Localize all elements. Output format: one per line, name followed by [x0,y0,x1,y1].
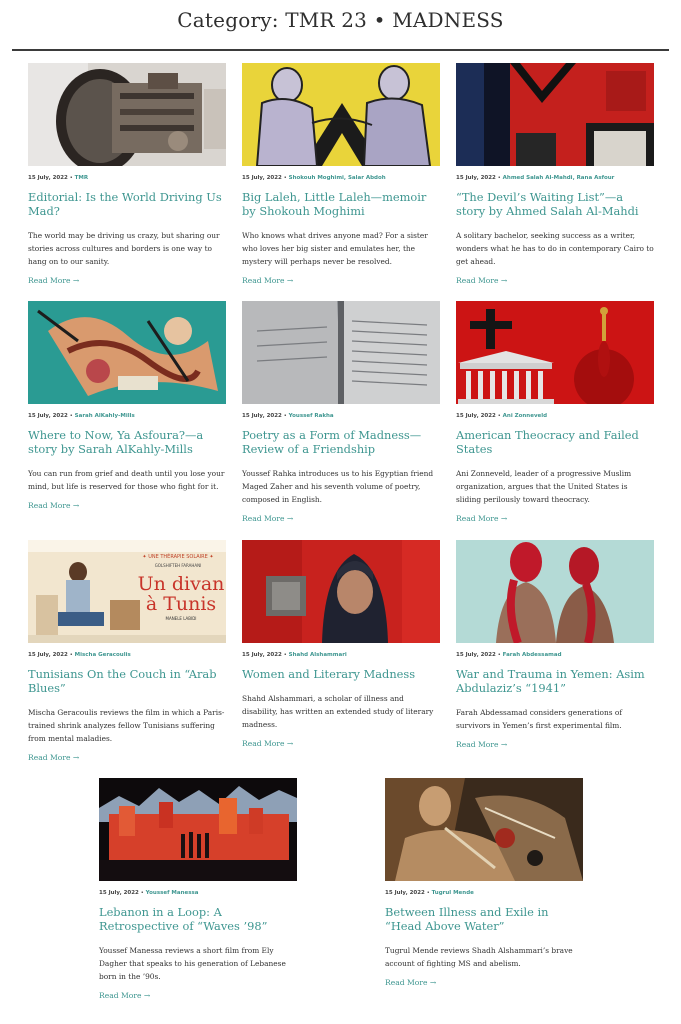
post-thumbnail[interactable] [28,540,226,643]
post-date: 15 July, 2022 [99,890,139,896]
post-thumbnail[interactable] [28,63,226,166]
post-meta: 15 July, 2022 • Sarah AlKahly-Mills [28,413,135,419]
post-date: 15 July, 2022 [28,413,68,419]
post-card [242,301,440,523]
post-title-link[interactable]: Women and Literary Madness [242,667,416,681]
post-date: 15 July, 2022 [456,413,496,419]
post-date: 15 July, 2022 [385,890,425,896]
post-meta: 15 July, 2022 • Mischa Geracoulis [28,652,131,658]
post-author-link[interactable]: Mischa Geracoulis [74,652,131,658]
post-thumbnail[interactable] [242,63,440,166]
read-more-link[interactable]: Read More → [456,276,508,285]
post-card [28,301,226,510]
poster-title-line2: à Tunis [145,593,217,615]
post-date: 15 July, 2022 [242,413,282,419]
post-excerpt: Farah Abdessamad considers generations of survivors in Yemen’s first experimental film. [456,708,623,730]
post-author-link[interactable]: Ahmed Salah Al-Mahdi, Rana Asfour [502,175,615,181]
post-author-link[interactable]: Tugrul Mende [431,890,474,896]
post-card [242,63,440,285]
post-author-link[interactable]: Ani Zonneveld [502,413,548,419]
post-thumbnail[interactable] [456,540,654,643]
post-author-link[interactable]: Shahd Alshammari [288,652,347,658]
post-thumbnail[interactable] [242,301,440,404]
post-excerpt: A solitary bachelor, seeking success as a writer, wonders what he has to do in contemporary Cairo to get ahead. [456,231,654,266]
post-author-link[interactable]: Farah Abdessamad [502,652,562,658]
post-title-link[interactable]: Between Illness and Exile in “Head Above Water” [385,905,549,933]
post-author-link[interactable]: TMR [74,175,89,181]
post-author-link[interactable]: Sarah AlKahly-Mills [74,413,135,419]
post-date: 15 July, 2022 [28,175,68,181]
post-title-link[interactable]: Tunisians On the Couch in “Arab Blues” [28,667,217,695]
title-divider [12,49,669,51]
read-more-link[interactable]: Read More → [242,739,294,748]
post-excerpt: Mischa Geracoulis reviews the film in which a Paris-trained shrink analyzes fellow Tunisians suffering from mental maladies. [28,708,225,743]
post-meta: 15 July, 2022 • Shokouh Moghimi, Salar Abdoh [242,175,386,181]
post-thumbnail[interactable] [456,63,654,166]
post-excerpt: Youssef Rahka introduces us to his Egyptian friend Maged Zaher and his seventh volume of poetry, composed in English. [242,469,434,504]
post-meta: 15 July, 2022 • Tugrul Mende [385,890,474,896]
post-thumbnail[interactable] [28,301,226,404]
post-date: 15 July, 2022 [28,652,68,658]
post-card [385,778,583,987]
post-excerpt: You can run from grief and death until you lose your mind, but life is reserved for those who fight for it. [28,469,225,491]
post-card [456,301,654,523]
post-excerpt: Tugrul Mende reviews Shadh Alshammari’s brave account of fighting MS and abelism. [385,946,573,968]
read-more-link[interactable]: Read More → [99,991,151,1000]
post-thumbnail[interactable] [242,540,440,643]
post-thumbnail[interactable] [456,301,654,404]
post-card [456,540,654,749]
poster-title-line1: Un divan [137,573,225,595]
post-card [28,63,226,285]
post-title-link[interactable]: American Theocracy and Failed States [456,428,639,456]
post-title-link[interactable]: Big Laleh, Little Laleh—memoir by Shokouh Moghimi [242,190,427,218]
read-more-link[interactable]: Read More → [242,276,294,285]
post-title-link[interactable]: Poetry as a Form of Madness—Review of a Friendship [242,428,422,456]
page-title: Category: TMR 23 • MADNESS [177,8,504,32]
post-date: 15 July, 2022 [242,652,282,658]
post-excerpt: Youssef Manessa reviews a short film from Ely Dagher that speaks to his generation of Lebanese born in the ’90s. [99,946,286,981]
post-card [456,63,654,285]
post-date: 15 July, 2022 [456,652,496,658]
post-thumbnail[interactable] [99,778,297,881]
post-title-link[interactable]: Lebanon in a Loop: A Retrospective of “Waves ’98” [99,905,268,933]
post-title-link[interactable]: Where to Now, Ya Asfoura?—a story by Sarah AlKahly-Mills [28,428,204,456]
post-meta: 15 July, 2022 • Youssef Manessa [99,890,199,896]
read-more-link[interactable]: Read More → [242,514,294,523]
post-thumbnail[interactable] [385,778,583,881]
poster-director: MANELE LABIDI [165,616,197,621]
post-meta: 15 July, 2022 • TMR [28,175,89,181]
post-date: 15 July, 2022 [242,175,282,181]
read-more-link[interactable]: Read More → [385,978,437,987]
read-more-link[interactable]: Read More → [28,276,80,285]
post-excerpt: The world may be driving us crazy, but sharing our stories across cultures and borders is one way to hang on to our sanity. [28,231,220,266]
post-author-link[interactable]: Youssef Manessa [145,890,199,896]
post-title-link[interactable]: War and Trauma in Yemen: Asim Abdulaziz’s “1941” [456,667,645,695]
post-meta: 15 July, 2022 • Farah Abdessamad [456,652,562,658]
post-author-link[interactable]: Shokouh Moghimi, Salar Abdoh [288,175,386,181]
post-excerpt: Ani Zonneveld, leader of a progressive Muslim organization, argues that the United States is sliding perilously toward theocracy. [456,469,632,504]
poster-tagline: ✦ UNE THÉRAPIE SOLAIRE ✦ [142,554,214,560]
post-excerpt: Who knows what drives anyone mad? For a sister who loves her big sister and emulates her, the mystery will perhaps never be resolved. [242,231,428,266]
post-card [28,540,226,762]
post-excerpt: Shahd Alshammari, a scholar of illness and disability, has written an extended study of literary madness. [242,694,434,729]
post-title-link[interactable]: Editorial: Is the World Driving Us Mad? [28,190,222,218]
post-author-link[interactable]: Youssef Rakha [288,413,334,419]
post-title-link[interactable]: “The Devil’s Waiting List”—a story by Ahmed Salah Al-Mahdi [456,190,639,218]
post-meta: 15 July, 2022 • Ani Zonneveld [456,413,548,419]
poster-actor: GOLSHIFTEH FARAHANI [154,563,202,568]
post-meta: 15 July, 2022 • Youssef Rakha [242,413,334,419]
read-more-link[interactable]: Read More → [28,501,80,510]
read-more-link[interactable]: Read More → [456,740,508,749]
read-more-link[interactable]: Read More → [456,514,508,523]
post-card [242,540,440,748]
post-card [99,778,297,1000]
read-more-link[interactable]: Read More → [28,753,80,762]
post-meta: 15 July, 2022 • Ahmed Salah Al-Mahdi, Rana Asfour [456,175,615,181]
post-meta: 15 July, 2022 • Shahd Alshammari [242,652,347,658]
post-date: 15 July, 2022 [456,175,496,181]
